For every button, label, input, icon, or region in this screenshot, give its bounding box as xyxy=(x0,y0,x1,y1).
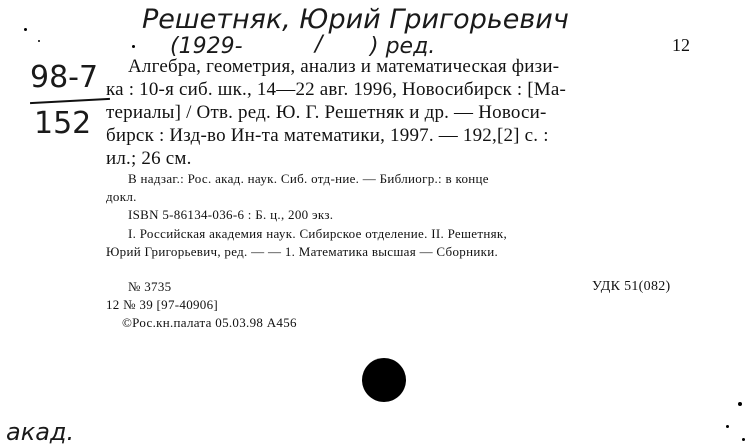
title-line-3: териалы] / Отв. ред. Ю. Г. Решетняк и др. — Новоси- xyxy=(106,102,547,123)
subject-line-1: I. Российская академия наук. Сибирское отделение. II. Решетняк, xyxy=(128,226,508,241)
registration-number: 12 № 39 [97-40906] xyxy=(106,297,219,312)
scan-speck xyxy=(132,45,135,48)
title-line-1: Алгебра, геометрия, анализ и математическая физи- xyxy=(128,56,560,77)
page-marker: 12 xyxy=(672,35,690,55)
scan-speck xyxy=(24,28,27,31)
card-punch-hole xyxy=(362,358,406,402)
handwritten-years: (1929- xyxy=(170,34,243,59)
note-line-1: В надзаг.: Рос. акад. наук. Сиб. отд-ние. — Библиогр.: в конце xyxy=(128,171,489,186)
publication-line: бирск : Изд-во Ин-та математики, 1997. — 192,[2] с. : xyxy=(106,125,549,146)
physical-description: ил.; 26 см. xyxy=(106,148,192,169)
note-line-2: докл. xyxy=(106,189,137,204)
handwritten-slash: / xyxy=(315,32,323,57)
scan-speck xyxy=(742,438,745,441)
handwritten-editor-role: ) ред. xyxy=(370,34,436,59)
title-line-2: ка : 10-я сиб. шк., 14—22 авг. 1996, Новосибирск : [Ма- xyxy=(106,79,567,100)
isbn-line: ISBN 5-86134-036-6 : Б. ц., 200 экз. xyxy=(128,207,334,222)
scan-speck xyxy=(726,425,729,428)
subject-line-2: Юрий Григорьевич, ред. — — 1. Математика высшая — Сборники. xyxy=(106,244,499,259)
book-chamber-stamp: ©Рос.кн.палата 05.03.98 А456 xyxy=(122,315,297,330)
record-number: № 3735 xyxy=(128,279,172,294)
shelf-divider-line xyxy=(30,98,110,104)
handwritten-bottom-note: акад. xyxy=(6,418,75,446)
scan-speck xyxy=(38,40,40,42)
handwritten-shelf-bottom: 152 xyxy=(34,106,92,141)
handwritten-author-name: Решетняк, Юрий Григорьевич xyxy=(142,4,569,35)
handwritten-shelf-top: 98-7 xyxy=(30,60,99,95)
udk-classification: УДК 51(082) xyxy=(592,279,671,294)
scan-speck xyxy=(738,402,742,406)
